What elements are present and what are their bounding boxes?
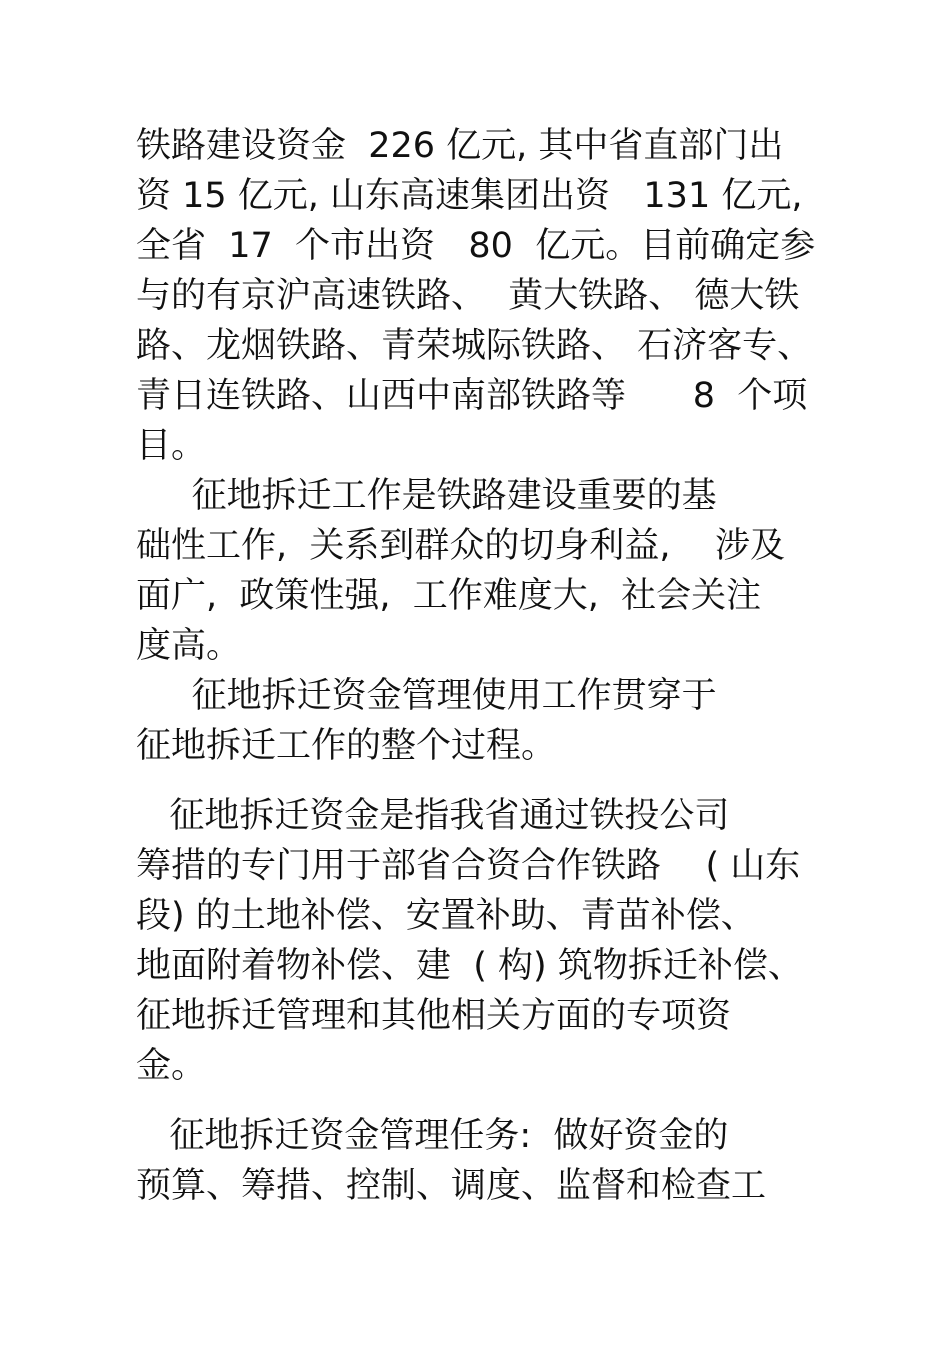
text-line: 础性工作, 关系到群众的切身利益, 涉及: [136, 526, 786, 566]
text-line: 面广, 政策性强, 工作难度大, 社会关注: [136, 576, 762, 616]
text-line: 征地拆迁工作是铁路建设重要的基: [136, 476, 717, 516]
text-line: 征地拆迁资金管理任务: 做好资金的: [136, 1116, 729, 1156]
text-line: 全省 17 个市出资 80 亿元。目前确定参: [136, 226, 816, 266]
text-line: 段) 的土地补偿、安置补助、青苗补偿、: [136, 896, 756, 936]
text-line: 征地拆迁资金管理使用工作贯穿于: [136, 676, 717, 716]
text-line: 青日连铁路、山西中南部铁路等 8 个项: [136, 376, 808, 416]
text-line: 征地拆迁资金是指我省通过铁投公司: [136, 796, 730, 836]
text-line: 金。: [136, 1046, 207, 1086]
text-line: 与的有京沪高速铁路、 黄大铁路、 德大铁: [136, 276, 800, 316]
text-line: 预算、筹措、控制、调度、监督和检查工: [136, 1166, 767, 1206]
text-line: 铁路建设资金 226 亿元, 其中省直部门出: [136, 126, 784, 166]
text-line: 征地拆迁工作的整个过程。: [136, 726, 557, 766]
text-line: 征地拆迁管理和其他相关方面的专项资: [136, 996, 732, 1036]
text-line: 度高。: [136, 626, 242, 666]
text-line: 地面附着物补偿、建 ( 构) 筑物拆迁补偿、: [136, 946, 803, 986]
text-line: 路、龙烟铁路、青荣城际铁路、 石济客专、: [136, 326, 813, 366]
text-line: 筹措的专门用于部省合资合作铁路 ( 山东: [136, 846, 801, 886]
text-line: 目。: [136, 426, 207, 466]
text-line: 资 15 亿元, 山东高速集团出资 131 亿元,: [136, 176, 803, 216]
